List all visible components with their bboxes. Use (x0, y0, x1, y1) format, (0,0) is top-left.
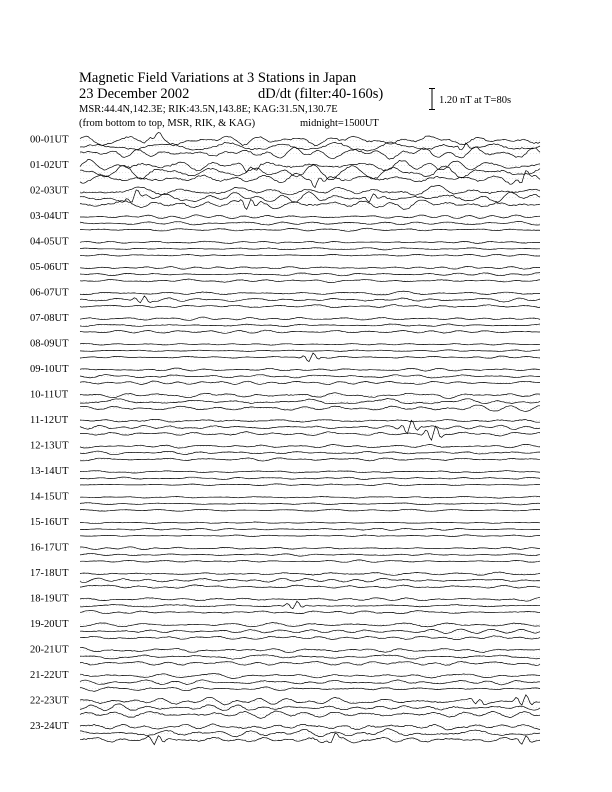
hour-label: 13-14UT (30, 466, 69, 477)
trace-RIK (80, 477, 540, 480)
trace-KAG (80, 186, 540, 196)
trace-MSR (80, 711, 540, 718)
hour-label: 03-04UT (30, 211, 69, 222)
trace-RIK (80, 729, 540, 737)
trace-MSR (80, 636, 540, 640)
trace-RIK (80, 273, 540, 276)
trace-RIK (80, 375, 540, 378)
hour-row-19-20UT (30, 619, 540, 640)
hour-label: 20-21UT (30, 644, 69, 656)
trace-RIK (80, 296, 540, 303)
hour-label: 07-08UT (30, 313, 69, 324)
trace-RIK (80, 190, 540, 203)
hour-label: 16-17UT (30, 542, 69, 554)
trace-MSR (80, 254, 540, 256)
trace-RIK (80, 503, 540, 505)
hour-row-01-02UT (30, 159, 540, 187)
trace-KAG (80, 343, 540, 345)
trace-MSR (80, 585, 540, 588)
trace-RIK (80, 350, 540, 352)
hour-label: 04-05UT (30, 236, 69, 248)
hour-row-20-21UT (30, 645, 540, 666)
trace-KAG (80, 444, 540, 448)
trace-MSR (80, 687, 540, 692)
trace-KAG (80, 471, 540, 473)
chart-title: Magnetic Field Variations at 3 Stations in Japan (79, 70, 357, 86)
trace-RIK (80, 399, 540, 404)
hour-label: 19-20UT (30, 619, 69, 630)
trace-MSR (80, 228, 540, 231)
trace-RIK (80, 655, 540, 660)
hour-label: 08-09UT (30, 338, 69, 350)
trace-KAG (80, 572, 540, 575)
hour-row-13-14UT (30, 466, 540, 486)
hour-label: 22-23UT (30, 695, 69, 707)
station-coordinates: MSR:44.4N,142.3E; RIK:43.5N,143.8E; KAG:31.5N,130.7E (79, 104, 338, 115)
hour-row-17-18UT (30, 568, 540, 588)
hour-label: 01-02UT (30, 160, 69, 171)
hour-label: 11-12UT (30, 415, 69, 426)
trace-MSR (80, 509, 540, 511)
hour-label: 21-22UT (30, 670, 69, 681)
component-filter-label: dD/dt (filter:40-160s) (258, 86, 384, 102)
hour-label: 15-16UT (30, 517, 69, 528)
hour-label: 12-13UT (30, 440, 69, 452)
scale-bar-label: 1.20 nT at T=80s (439, 95, 512, 106)
trace-RIK (80, 324, 540, 327)
trace-MSR (80, 535, 540, 537)
hour-row-09-10UT (30, 364, 540, 385)
trace-KAG (80, 393, 540, 399)
trace-RIK (80, 601, 540, 608)
hour-row-02-03UT (30, 186, 540, 210)
trace-RIK (80, 420, 540, 433)
trace-MSR (80, 353, 540, 362)
hour-row-00-01UT (30, 133, 540, 160)
hour-row-10-11UT (30, 390, 540, 412)
hour-row-12-13UT (30, 441, 540, 462)
trace-KAG (80, 724, 540, 730)
hour-row-05-06UT (30, 262, 540, 283)
trace-MSR (80, 610, 540, 613)
trace-MSR (80, 484, 540, 486)
hour-row-03-04UT (30, 211, 540, 231)
station-order-note: (from bottom to top, MSR, RIK, & KAG) (79, 118, 256, 129)
midnight-note: midnight=1500UT (300, 118, 379, 129)
hour-row-08-09UT (30, 339, 540, 362)
hour-label: 02-03UT (30, 185, 69, 197)
hour-label: 10-11UT (30, 389, 69, 401)
hour-label: 14-15UT (30, 491, 69, 503)
trace-RIK (80, 248, 540, 250)
trace-RIK (80, 451, 540, 455)
hour-label: 06-07UT (30, 287, 69, 299)
trace-MSR (80, 199, 540, 209)
trace-MSR (80, 405, 540, 411)
hour-label: 23-24UT (30, 721, 69, 732)
trace-KAG (80, 291, 540, 295)
trace-KAG (80, 695, 540, 705)
trace-RIK (80, 554, 540, 557)
chart-date: 23 December 2002 (79, 86, 190, 102)
hour-row-07-08UT (30, 313, 540, 333)
hour-label: 00-01UT (30, 134, 69, 146)
hour-label: 17-18UT (30, 568, 69, 579)
hour-label: 09-10UT (30, 364, 69, 375)
hour-row-21-22UT (30, 670, 540, 691)
trace-KAG (80, 647, 540, 652)
hour-row-06-07UT (30, 288, 540, 308)
hour-row-22-23UT (30, 695, 540, 719)
hour-row-04-05UT (30, 237, 540, 257)
hour-row-18-19UT (30, 594, 540, 614)
trace-RIK (80, 704, 540, 711)
trace-MSR (80, 458, 540, 461)
hour-row-23-24UT (30, 721, 540, 745)
hour-row-14-15UT (30, 492, 540, 512)
hour-row-16-17UT (30, 543, 540, 563)
trace-KAG (80, 368, 540, 371)
hour-label: 18-19UT (30, 593, 69, 605)
trace-KAG (80, 133, 540, 146)
hour-row-15-16UT (30, 517, 540, 537)
hour-label: 05-06UT (30, 262, 69, 273)
hour-row-11-12UT (30, 415, 540, 440)
